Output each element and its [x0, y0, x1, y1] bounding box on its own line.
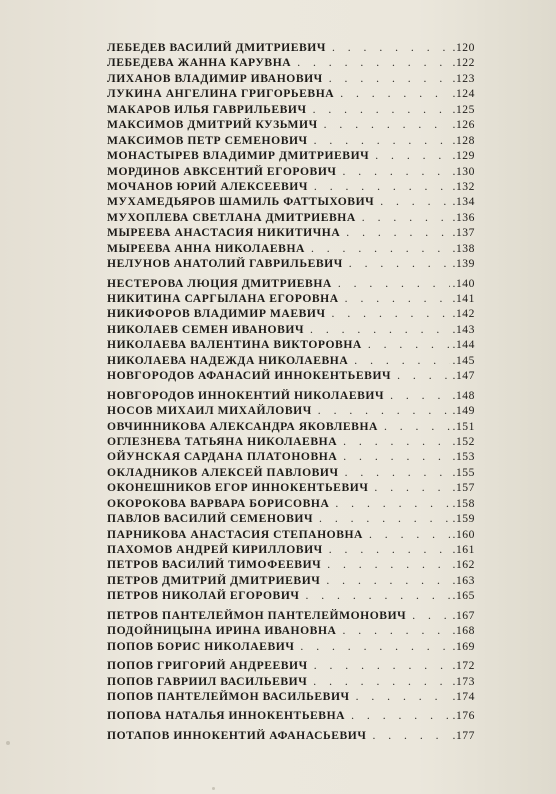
toc-entry — [107, 55, 475, 70]
toc-entry — [107, 133, 475, 148]
entry-name: ОГЛЕЗНЕВА ТАТЬЯНА НИКОЛАЕВНА — [107, 434, 338, 448]
entry-name: МОЧАНОВ ЮРИЙ АЛЕКСЕЕВИЧ — [107, 179, 308, 193]
dot-leader — [343, 434, 449, 449]
entry-name: НИКОЛАЕВА НАДЕЖДА НИКОЛАЕВНА — [107, 353, 349, 367]
toc-entry — [107, 689, 475, 704]
toc-entry — [107, 511, 475, 526]
dot-leader — [374, 480, 449, 495]
dot-leader — [345, 291, 450, 306]
table-of-contents — [107, 40, 475, 743]
toc-entry — [107, 210, 475, 225]
toc-entry — [107, 527, 475, 542]
entry-page-number: .138 — [452, 241, 475, 255]
entry-page-number: .173 — [452, 674, 475, 688]
toc-entry — [107, 291, 475, 306]
dot-leader — [329, 542, 450, 557]
entry-page-number: .163 — [452, 573, 475, 587]
entry-name: НЕЛУНОВ АНАТОЛИЙ ГАВРИЛЬЕВИЧ — [107, 257, 343, 271]
entry-name: МОНАСТЫРЕВ ВЛАДИМИР ДМИТРИЕВИЧ — [107, 149, 370, 163]
toc-entry — [107, 368, 475, 383]
paper-spot — [6, 741, 10, 745]
dot-leader — [351, 708, 449, 723]
entry-name: ПЕТРОВ ВАСИЛИЙ ТИМОФЕЕВИЧ — [107, 558, 322, 572]
toc-entry — [107, 148, 475, 163]
entry-name: ПОПОВ ГАВРИИЛ ВАСИЛЬЕВИЧ — [107, 674, 308, 688]
entry-page-number: .137 — [452, 226, 475, 240]
toc-entry — [107, 465, 475, 480]
entry-page-number: .168 — [452, 624, 475, 638]
entry-page-number: .158 — [452, 496, 475, 510]
entry-page-number: .165 — [452, 589, 475, 603]
entry-name: ОКЛАДНИКОВ АЛЕКСЕЙ ПАВЛОВИЧ — [107, 465, 339, 479]
toc-entry — [107, 434, 475, 449]
dot-leader — [297, 55, 449, 70]
entry-page-number: .161 — [452, 543, 475, 556]
entry-name: ЛЕБЕДЕВ ВАСИЛИЙ ДМИТРИЕВИЧ — [107, 41, 326, 54]
toc-entry — [107, 117, 475, 132]
toc-entry — [107, 241, 475, 256]
entry-page-number: .140 — [452, 276, 475, 290]
entry-name: НОВГОРОДОВ АФАНАСИЙ ИННОКЕНТЬЕВИЧ — [107, 369, 392, 383]
entry-name: МАКСИМОВ ПЕТР СЕМЕНОВИЧ — [107, 133, 308, 147]
dot-leader — [338, 276, 450, 291]
entry-name: НИКОЛАЕВА ВАЛЕНТИНА ВИКТОРОВНА — [107, 338, 362, 352]
toc-entry — [107, 708, 475, 723]
toc-entry — [107, 71, 475, 86]
toc-entry — [107, 557, 475, 572]
entry-name: МУХОПЛЕВА СВЕТЛАНА ДМИТРИЕВНА — [107, 210, 356, 224]
toc-entry — [107, 225, 475, 240]
dot-leader — [412, 608, 449, 623]
entry-name: ОКОНЕШНИКОВ ЕГОР ИННОКЕНТЬЕВИЧ — [107, 481, 369, 495]
toc-entry — [107, 608, 475, 623]
dot-leader — [340, 86, 449, 101]
toc-entry — [107, 164, 475, 179]
entry-page-number: .122 — [452, 56, 475, 70]
entry-name: ОЙУНСКАЯ САРДАНА ПЛАТОНОВНА — [107, 450, 338, 464]
toc-entry — [107, 542, 475, 557]
entry-page-number: .128 — [452, 133, 475, 147]
entry-name: МОРДИНОВ АВКСЕНТИЙ ЕГОРОВИЧ — [107, 164, 337, 178]
dot-leader — [342, 164, 449, 179]
dot-leader — [305, 588, 449, 603]
entry-name: МАКАРОВ ИЛЬЯ ГАВРИЛЬЕВИЧ — [107, 102, 307, 116]
toc-entry — [107, 403, 475, 418]
entry-name: ПЕТРОВ ДМИТРИЙ ДМИТРИЕВИЧ — [107, 573, 321, 587]
entry-page-number: .125 — [452, 102, 475, 116]
entry-name: ПОПОВ БОРИС НИКОЛАЕВИЧ — [107, 639, 295, 653]
dot-leader — [327, 557, 449, 572]
dot-leader — [349, 256, 450, 271]
dot-leader — [375, 148, 449, 163]
entry-name: МЫРЕЕВА АННА НИКОЛАЕВНА — [107, 241, 305, 255]
toc-entry — [107, 306, 475, 321]
entry-name: ПЕТРОВ НИКОЛАЙ ЕГОРОВИЧ — [107, 589, 300, 603]
entry-name: ЛУКИНА АНГЕЛИНА ГРИГОРЬЕВНА — [107, 87, 335, 101]
entry-page-number: .120 — [452, 41, 475, 54]
entry-name: НОВГОРОДОВ ИННОКЕНТИЙ НИКОЛАЕВИЧ — [107, 388, 385, 402]
toc-entry — [107, 658, 475, 673]
toc-entry — [107, 573, 475, 588]
entry-page-number: .177 — [452, 728, 475, 742]
dot-leader — [380, 194, 449, 209]
entry-name: ПОПОВ ПАНТЕЛЕЙМОН ВАСИЛЬЕВИЧ — [107, 689, 350, 703]
entry-name: МАКСИМОВ ДМИТРИЙ КУЗЬМИЧ — [107, 118, 318, 132]
entry-page-number: .155 — [452, 465, 475, 479]
toc-entry — [107, 40, 475, 55]
entry-name: ПАРНИКОВА АНАСТАСИЯ СТЕПАНОВНА — [107, 527, 363, 541]
dot-leader — [311, 241, 450, 256]
entry-name: НОСОВ МИХАИЛ МИХАЙЛОВИЧ — [107, 404, 312, 418]
dot-leader — [369, 527, 450, 542]
dot-leader — [313, 102, 450, 117]
dot-leader — [326, 573, 449, 588]
dot-leader — [342, 623, 449, 638]
toc-entry — [107, 623, 475, 638]
entry-page-number: .153 — [452, 450, 475, 464]
dot-leader — [343, 449, 449, 464]
dot-leader — [390, 388, 449, 403]
dot-leader — [354, 353, 449, 368]
dot-leader — [300, 639, 449, 654]
entry-page-number: .147 — [452, 369, 475, 383]
toc-entry — [107, 102, 475, 117]
entry-page-number: .145 — [452, 353, 475, 367]
entry-page-number: .160 — [452, 527, 475, 541]
entry-name: ПОПОВА НАТАЛЬЯ ИННОКЕНТЬЕВНА — [107, 709, 346, 723]
toc-entry — [107, 588, 475, 603]
entry-name: ПАХОМОВ АНДРЕЙ КИРИЛЛОВИЧ — [107, 543, 323, 556]
entry-page-number: .142 — [452, 307, 475, 321]
entry-name: МЫРЕЕВА АНАСТАСИЯ НИКИТИЧНА — [107, 226, 341, 240]
entry-page-number: .124 — [452, 87, 475, 101]
dot-leader — [384, 419, 450, 434]
entry-page-number: .152 — [452, 434, 475, 448]
toc-entry — [107, 728, 475, 743]
entry-name: НИКИТИНА САРГЫЛАНА ЕГОРОВНА — [107, 292, 339, 305]
entry-page-number: .143 — [452, 322, 475, 336]
toc-entry — [107, 86, 475, 101]
toc-entry — [107, 388, 475, 403]
toc-entry — [107, 674, 475, 689]
entry-page-number: .148 — [452, 388, 475, 402]
dot-leader — [332, 40, 450, 55]
toc-entry — [107, 256, 475, 271]
entry-page-number: .141 — [452, 292, 475, 305]
entry-name: ЛЕБЕДЕВА ЖАННА КАРУВНА — [107, 56, 292, 70]
entry-name: ОКОРОКОВА ВАРВАРА БОРИСОВНА — [107, 496, 330, 510]
entry-page-number: .144 — [452, 338, 475, 352]
dot-leader — [314, 658, 450, 673]
entry-page-number: .167 — [452, 608, 475, 622]
toc-entry — [107, 179, 475, 194]
entry-page-number: .130 — [452, 164, 475, 178]
entry-page-number: .169 — [452, 639, 475, 653]
toc-entry — [107, 194, 475, 209]
entry-name: ПОТАПОВ ИННОКЕНТИЙ АФАНАСЬЕВИЧ — [107, 728, 367, 742]
dot-leader — [356, 689, 450, 704]
dot-leader — [397, 368, 449, 383]
entry-page-number: .157 — [452, 481, 475, 495]
dot-leader — [372, 728, 449, 743]
entry-name: ПАВЛОВ ВАСИЛИЙ СЕМЕНОВИЧ — [107, 512, 314, 526]
toc-entry — [107, 337, 475, 352]
dot-leader — [362, 210, 450, 225]
toc-entry — [107, 419, 475, 434]
toc-entry — [107, 322, 475, 337]
entry-name: НИКИФОРОВ ВЛАДИМИР МАЕВИЧ — [107, 307, 326, 321]
entry-page-number: .159 — [452, 512, 475, 526]
entry-page-number: .149 — [452, 404, 475, 418]
entry-page-number: .129 — [452, 149, 475, 163]
entry-page-number: .126 — [452, 118, 475, 132]
dot-leader — [346, 225, 449, 240]
entry-page-number: .134 — [452, 195, 475, 209]
dot-leader — [329, 71, 450, 86]
entry-page-number: .151 — [452, 419, 475, 433]
dot-leader — [314, 133, 450, 148]
dot-leader — [332, 306, 450, 321]
dot-leader — [313, 674, 449, 689]
dot-leader — [314, 179, 450, 194]
entry-name: ПЕТРОВ ПАНТЕЛЕЙМОН ПАНТЕЛЕЙМОНОВИЧ — [107, 608, 407, 622]
dot-leader — [368, 337, 450, 352]
entry-name: НЕСТЕРОВА ЛЮЦИЯ ДМИТРИЕВНА — [107, 276, 332, 290]
entry-page-number: .136 — [452, 210, 475, 224]
dot-leader — [310, 322, 449, 337]
entry-page-number: .123 — [452, 71, 475, 85]
dot-leader — [345, 465, 450, 480]
entry-page-number: .162 — [452, 558, 475, 572]
entry-name: ПОДОЙНИЦЫНА ИРИНА ИВАНОВНА — [107, 624, 337, 638]
entry-name: ПОПОВ ГРИГОРИЙ АНДРЕЕВИЧ — [107, 659, 308, 673]
entry-name: ОВЧИННИКОВА АЛЕКСАНДРА ЯКОВЛЕВНА — [107, 419, 378, 433]
entry-page-number: .172 — [452, 659, 475, 673]
entry-name: НИКОЛАЕВ СЕМЕН ИВАНОВИЧ — [107, 322, 305, 336]
dot-leader — [335, 496, 449, 511]
entry-page-number: .176 — [452, 709, 475, 723]
toc-entry — [107, 276, 475, 291]
entry-page-number: .132 — [452, 179, 475, 193]
entry-name: ЛИХАНОВ ВЛАДИМИР ИВАНОВИЧ — [107, 71, 323, 85]
toc-entry — [107, 353, 475, 368]
toc-entry — [107, 496, 475, 511]
toc-entry — [107, 480, 475, 495]
paper-spot — [212, 787, 215, 790]
dot-leader — [319, 511, 449, 526]
entry-page-number: .174 — [452, 689, 475, 703]
dot-leader — [324, 117, 450, 132]
entry-name: МУХАМЕДЬЯРОВ ШАМИЛЬ ФАТТЫХОВИЧ — [107, 195, 375, 209]
entry-page-number: .139 — [452, 257, 475, 271]
toc-entry — [107, 449, 475, 464]
dot-leader — [318, 403, 450, 418]
toc-entry — [107, 639, 475, 654]
